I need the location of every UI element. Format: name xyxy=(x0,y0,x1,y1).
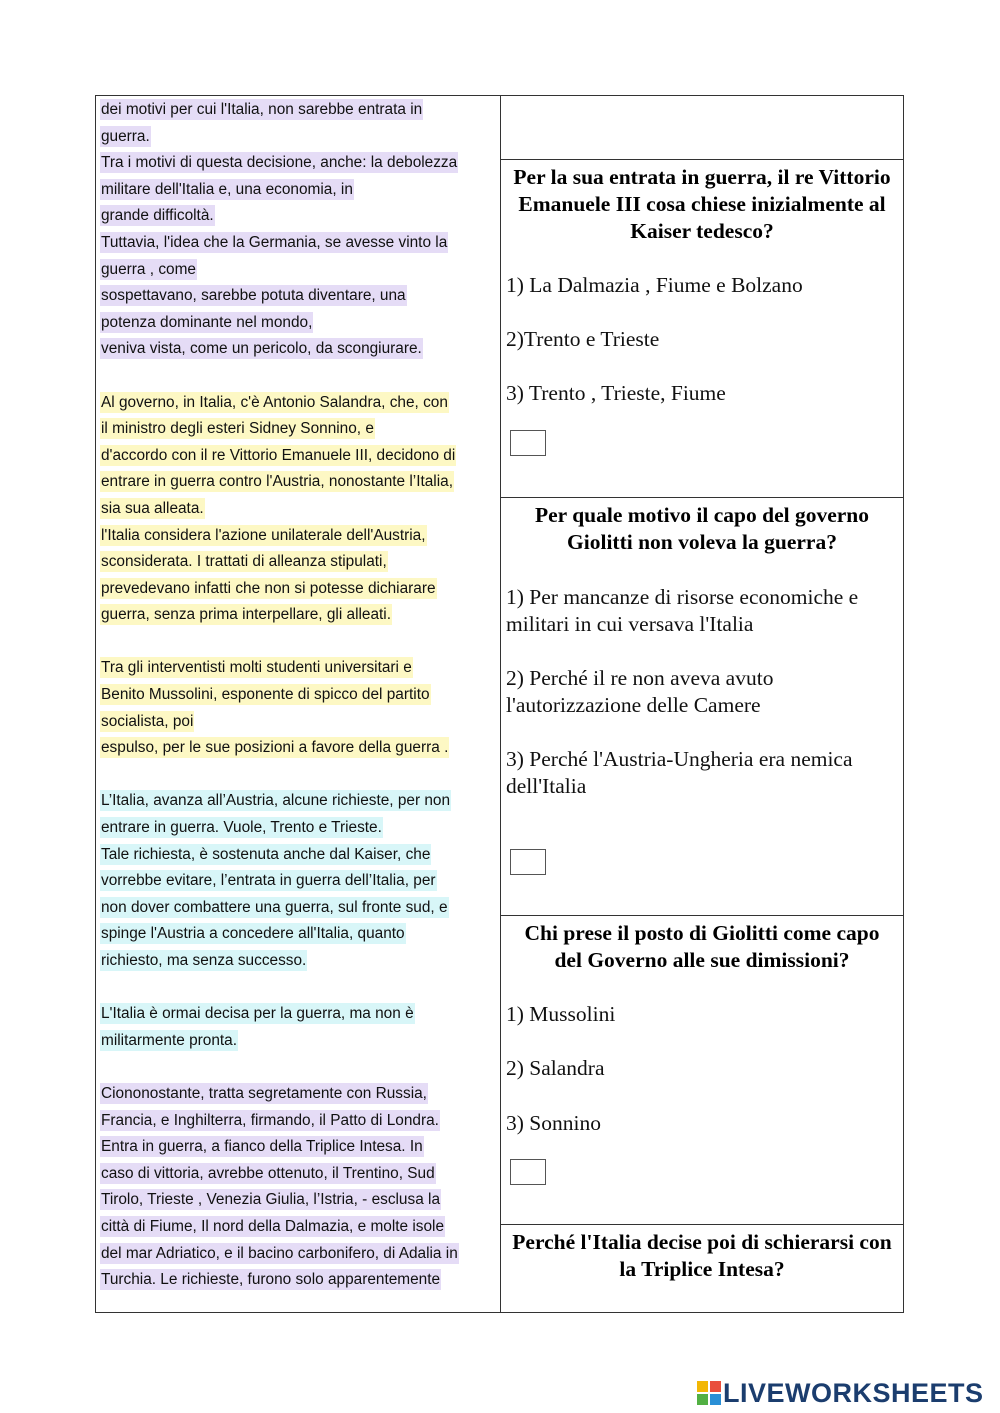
worksheet-table xyxy=(95,95,904,1313)
passage-line: il ministro degli esteri Sidney Sonnino, e xyxy=(101,420,374,438)
answer-input[interactable] xyxy=(510,1159,546,1185)
passage-line: Tra i motivi di questa decisione, anche: la debolezza xyxy=(101,154,458,172)
option-1: 1) La Dalmazia , Fiume e Bolzano xyxy=(506,273,803,297)
question-2 xyxy=(501,497,903,915)
option-1: 1) Mussolini xyxy=(506,1002,616,1026)
passage-line: spinge l'Austria a concedere all'Italia, quanto xyxy=(101,925,405,943)
passage-line: caso di vittoria, avrebbe ottenuto, il Trentino, Sud xyxy=(101,1164,435,1182)
passage-line: veniva vista, come un pericolo, da scongiurare. xyxy=(101,340,422,358)
passage-line: L’Italia, avanza all’Austria, alcune richieste, per non xyxy=(101,792,451,810)
answer-input[interactable] xyxy=(510,430,546,456)
reading-passage xyxy=(100,97,498,1311)
passage-line: sconsiderata. I trattati di alleanza stipulati, xyxy=(101,553,387,571)
option-3: 3) Perché l'Austria-Ungheria era nemica dell'Italia xyxy=(506,747,853,798)
option-2: 2) Salandra xyxy=(506,1056,605,1080)
passage-line: del mar Adriatico, e il bacino carbonifero, di Adalia in xyxy=(101,1244,458,1262)
logo-icon xyxy=(697,1381,721,1405)
passage-line: Tale richiesta, è sostenuta anche dal Kaiser, che xyxy=(101,845,431,863)
passage-line: Tra gli interventisti molti studenti universitari e xyxy=(101,659,412,677)
option-2: 2) Perché il re non aveva avuto l'autorizzazione delle Camere xyxy=(506,666,774,717)
passage-line: guerra. xyxy=(101,127,150,145)
question-1 xyxy=(501,159,903,497)
passage-line: Al governo, in Italia, c'è Antonio Salandra, che, con xyxy=(101,393,448,411)
passage-line: Ciononostante, tratta segretamente con Russia, xyxy=(101,1084,427,1102)
passage-line: grande difficoltà. xyxy=(101,207,214,225)
passage-line: L'Italia è ormai decisa per la guerra, ma non è xyxy=(101,1005,414,1023)
question-3 xyxy=(501,915,903,1224)
passage-line: guerra, senza prima interpellare, gli alleati. xyxy=(101,606,392,624)
passage-line: Tirolo, Trieste , Venezia Giulia, l’Istria, - esclusa la xyxy=(101,1191,441,1209)
option-3: 3) Trento , Trieste, Fiume xyxy=(506,381,726,405)
passage-line: militarmente pronta. xyxy=(101,1031,238,1049)
passage-line: non dover combattere una guerra, sul fronte sud, e xyxy=(101,898,448,916)
passage-line: Benito Mussolini, esponente di spicco del partito xyxy=(101,686,430,704)
passage-line: sospettavano, sarebbe potuta diventare, una xyxy=(101,287,406,305)
passage-line: militare dell'Italia e, una economia, in xyxy=(101,180,353,198)
option-3: 3) Sonnino xyxy=(506,1111,601,1135)
passage-line: potenza dominante nel mondo, xyxy=(101,313,313,331)
passage-line: Francia, e Inghilterra, firmando, il Patto di Londra. xyxy=(101,1111,439,1129)
passage-line: Tuttavia, l'idea che la Germania, se avesse vinto la xyxy=(101,233,448,251)
question-title: Chi prese il posto di Giolitti come capo del Governo alle sue dimissioni? xyxy=(524,921,880,972)
passage-line: vorrebbe evitare, l’entrata in guerra dell’Italia, per xyxy=(101,872,436,890)
passage-line: entrare in guerra contro l'Austria, nonostante l’Italia, xyxy=(101,473,453,491)
answer-input[interactable] xyxy=(510,849,546,875)
liveworksheets-logo xyxy=(697,1378,984,1408)
passage-line: entrare in guerra. Vuole, Trento e Trieste. xyxy=(101,819,382,837)
passage-line: Turchia. Le richieste, furono solo apparentemente xyxy=(101,1271,441,1289)
passage-line: socialista, poi xyxy=(101,712,194,730)
passage-line: espulso, per le sue posizioni a favore della guerra . xyxy=(101,739,449,757)
passage-line: richiesto, ma senza successo. xyxy=(101,952,307,969)
option-1: 1) Per mancanze di risorse economiche e militari in cui versava l'Italia xyxy=(506,585,859,636)
question-title: Perché l'Italia decise poi di schierarsi con la Triplice Intesa? xyxy=(512,1230,892,1281)
passage-line: guerra , come xyxy=(101,260,196,278)
option-2: 2)Trento e Trieste xyxy=(506,327,660,351)
question-4 xyxy=(501,1224,903,1312)
passage-line: prevedevano infatti che non si potesse dichiarare xyxy=(101,579,436,597)
passage-line: Entra in guerra, a fianco della Triplice Intesa. In xyxy=(101,1138,423,1156)
question-title: Per la sua entrata in guerra, il re Vittorio Emanuele III cosa chiese inizialmente al Kaiser tedesco? xyxy=(513,165,891,243)
passage-line: l'Italia considera l'azione unilaterale dell'Austria, xyxy=(101,526,426,544)
passage-line: dei motivi per cui l'Italia, non sarebbe entrata in xyxy=(101,101,423,118)
question-title: Per quale motivo il capo del governo Giolitti non voleva la guerra? xyxy=(534,503,870,554)
questions-column xyxy=(501,96,903,1312)
passage-line: d'accordo con il re Vittorio Emanuele III, decidono di xyxy=(101,446,456,464)
passage-line: città di Fiume, Il nord della Dalmazia, e molte isole xyxy=(101,1217,445,1235)
logo-text: LIVEWORKSHEETS xyxy=(723,1377,984,1408)
passage-line: sia sua alleata. xyxy=(101,499,204,517)
